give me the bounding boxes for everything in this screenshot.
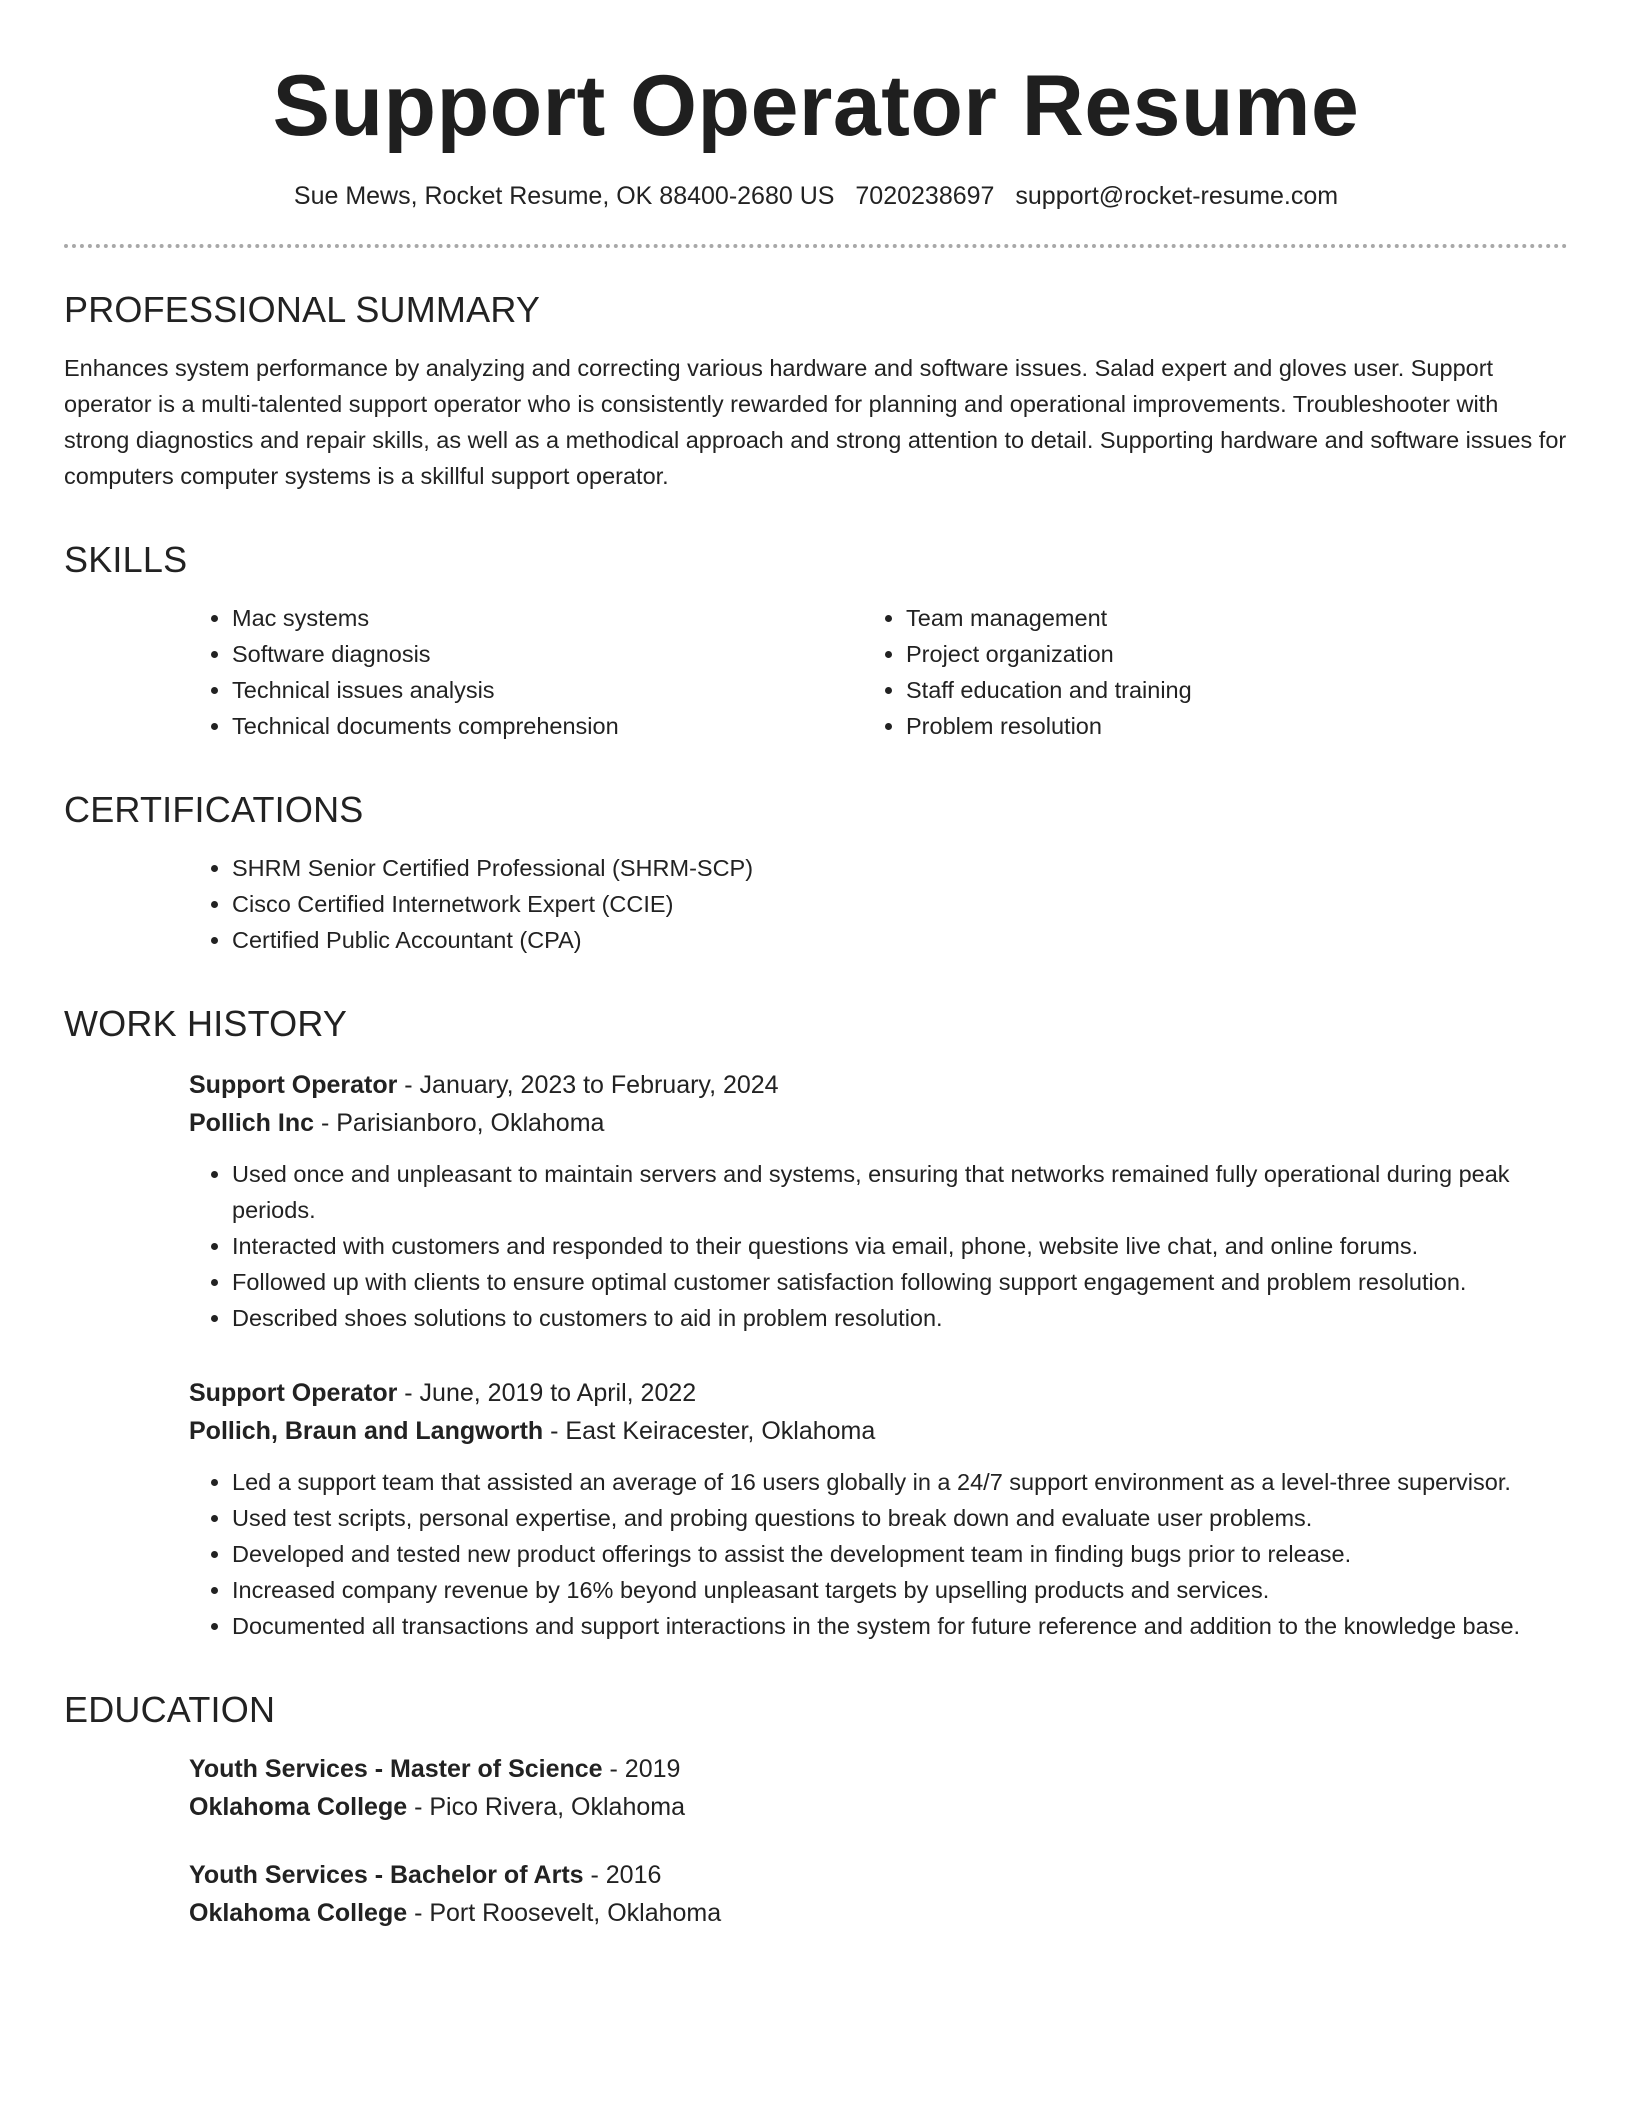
job-duties-list (189, 1464, 1568, 1644)
summary-section (64, 288, 1568, 494)
job-title-line (189, 1066, 1568, 1104)
job-location: - East Keiracester, Oklahoma (543, 1417, 876, 1445)
job-company-line (189, 1412, 1568, 1450)
skills-section (64, 538, 1568, 744)
job-duty: • Documented all transactions and support interactions in the system for future reference and addition to the knowledge base. (232, 1608, 1568, 1644)
education-entry (189, 1856, 1568, 1932)
skills-right-list (863, 600, 1537, 744)
certifications-heading: CERTIFICATIONS (64, 789, 364, 830)
skill-item: • Mac systems (232, 600, 863, 636)
education-location: - Pico Rivera, Oklahoma (407, 1793, 685, 1821)
skill-item: • Staff education and training (906, 672, 1537, 708)
job-dates: - January, 2023 to February, 2024 (397, 1071, 779, 1099)
job-company-line (189, 1104, 1568, 1142)
job-duty: • Led a support team that assisted an average of 16 users globally in a 24/7 support environment as a level-three supervisor. (232, 1464, 1568, 1500)
education-school-line (189, 1788, 1568, 1826)
education-degree-line (189, 1856, 1568, 1894)
education-year: - 2019 (602, 1755, 681, 1783)
education-school: Oklahoma College (189, 1899, 408, 1927)
job-title-line (189, 1374, 1568, 1412)
skills-right-column (863, 600, 1537, 744)
summary-text: Enhances system performance by analyzing and correcting various hardware and software issues. Salad expert and gloves user. Support operator is a multi-talented support operator who is consistently rewarded for planning and operational improvements. Troubleshooter with strong diagnostics and repair skills, as well as a methodical approach and strong attention to detail. Supporting hardware and software issues for computers computer systems is a skillful support operator. (64, 355, 1567, 489)
page-title: Support Operator Resume (272, 58, 1360, 154)
certification-item: • Cisco Certified Internetwork Expert (CCIE) (232, 886, 1568, 922)
job-duty: • Increased company revenue by 16% beyond unpleasant targets by upselling products and services. (232, 1572, 1568, 1608)
job-entry (189, 1066, 1568, 1336)
summary-heading: PROFESSIONAL SUMMARY (64, 289, 541, 330)
skill-item: • Technical documents comprehension (232, 708, 863, 744)
job-duty: • Described shoes solutions to customers to aid in problem resolution. (232, 1300, 1568, 1336)
skills-left-list (189, 600, 863, 744)
education-degree-line (189, 1750, 1568, 1788)
education-location: - Port Roosevelt, Oklahoma (407, 1899, 722, 1927)
skills-heading: SKILLS (64, 539, 188, 580)
education-entry (189, 1750, 1568, 1826)
contact-email: support@rocket-resume.com (1015, 182, 1339, 210)
job-company: Pollich Inc (189, 1109, 315, 1137)
skills-left-column (189, 600, 863, 744)
education-section (64, 1688, 1568, 1932)
education-degree: Youth Services - Master of Science (189, 1755, 603, 1783)
job-duty: • Used once and unpleasant to maintain servers and systems, ensuring that networks remained fully operational during peak periods. (232, 1156, 1568, 1228)
skill-item: • Problem resolution (906, 708, 1537, 744)
skill-item: • Technical issues analysis (232, 672, 863, 708)
education-degree: Youth Services - Bachelor of Arts (189, 1861, 584, 1889)
contact-phone: 7020238697 (855, 182, 995, 210)
education-school-line (189, 1894, 1568, 1932)
contact-line (64, 180, 1568, 212)
certification-item: • Certified Public Accountant (CPA) (232, 922, 1568, 958)
job-title: Support Operator (189, 1379, 398, 1407)
job-company: Pollich, Braun and Langworth (189, 1417, 544, 1445)
job-title: Support Operator (189, 1071, 398, 1099)
header-divider (64, 244, 1568, 248)
certifications-section (64, 788, 1568, 958)
education-school: Oklahoma College (189, 1793, 408, 1821)
job-duty: • Used test scripts, personal expertise, and probing questions to break down and evaluate user problems. (232, 1500, 1568, 1536)
certifications-block (189, 850, 1568, 958)
education-year: - 2016 (583, 1861, 662, 1889)
skills-columns (189, 600, 1568, 744)
job-entry (189, 1374, 1568, 1644)
education-heading: EDUCATION (64, 1689, 276, 1730)
contact-address: Sue Mews, Rocket Resume, OK 88400-2680 US (293, 182, 835, 210)
job-duty: • Interacted with customers and responded to their questions via email, phone, website live chat, and online forums. (232, 1228, 1568, 1264)
job-location: - Parisianboro, Oklahoma (314, 1109, 605, 1137)
job-duty: • Developed and tested new product offerings to assist the development team in finding bugs prior to release. (232, 1536, 1568, 1572)
skill-item: • Software diagnosis (232, 636, 863, 672)
job-dates: - June, 2019 to April, 2022 (397, 1379, 697, 1407)
work-history-section (64, 1002, 1568, 1644)
job-duty: • Followed up with clients to ensure optimal customer satisfaction following support engagement and problem resolution. (232, 1264, 1568, 1300)
skill-item: • Project organization (906, 636, 1537, 672)
work-history-heading: WORK HISTORY (64, 1003, 348, 1044)
certifications-list (189, 850, 1568, 958)
job-duties-list (189, 1156, 1568, 1336)
certification-item: • SHRM Senior Certified Professional (SHRM-SCP) (232, 850, 1568, 886)
skill-item: • Team management (906, 600, 1537, 636)
